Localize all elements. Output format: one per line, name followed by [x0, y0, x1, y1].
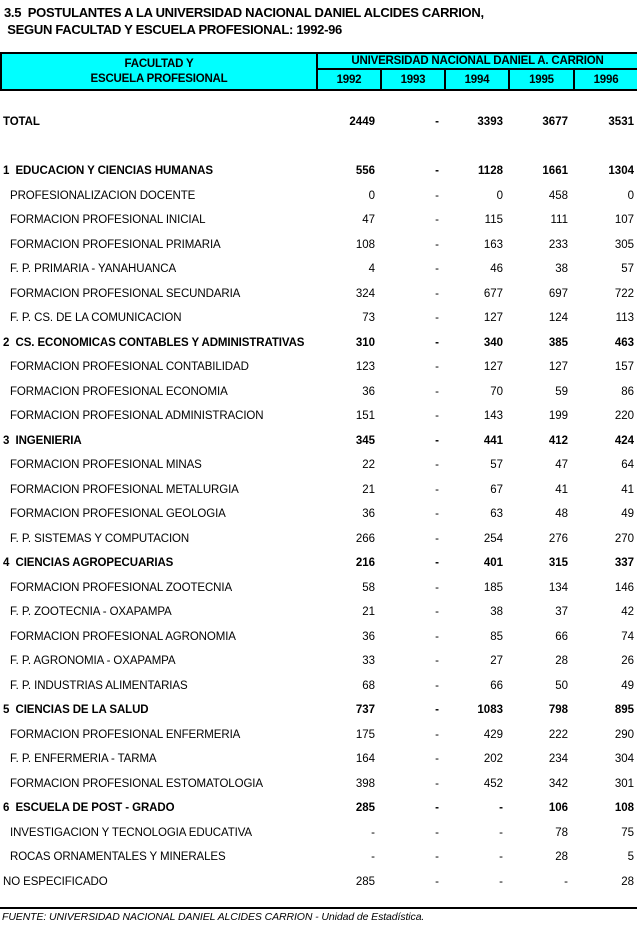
- row-label: NO ESPECIFICADO: [3, 875, 108, 888]
- cell-1994: 115: [484, 214, 503, 227]
- cell-1993: -: [435, 581, 439, 594]
- cell-1994: 143: [483, 410, 503, 423]
- cell-1995: 315: [548, 557, 568, 570]
- cell-1995: 276: [548, 532, 568, 545]
- cell-1996: 301: [614, 777, 634, 790]
- cell-1993: -: [435, 459, 439, 472]
- cell-1993: -: [435, 704, 439, 717]
- table-row: [0, 380, 637, 405]
- cell-1993: -: [435, 189, 439, 202]
- cell-1992: 21: [362, 483, 375, 496]
- row-label: FORMACION PROFESIONAL METALURGIA: [10, 483, 239, 496]
- cell-1994: 57: [490, 459, 503, 472]
- cell-1995: 41: [555, 483, 568, 496]
- cell-1994: 185: [483, 581, 503, 594]
- row-label: FORMACION PROFESIONAL ZOOTECNIA: [10, 581, 233, 594]
- cell-1993: -: [435, 483, 439, 496]
- cell-1994: -: [499, 851, 503, 864]
- table-header: [0, 52, 637, 91]
- cell-1995: 50: [555, 679, 568, 692]
- cell-1996: 337: [614, 557, 634, 570]
- cell-1995: 199: [548, 410, 568, 423]
- table-row: [0, 478, 637, 503]
- cell-1995: 127: [548, 361, 568, 374]
- cell-1996: 26: [621, 655, 634, 668]
- cell-1996: 107: [614, 214, 634, 227]
- table-row: [0, 282, 637, 307]
- cell-1995: 3677: [542, 116, 568, 129]
- cell-1995: 37: [555, 606, 568, 619]
- column-header-facultad-line1: FACULTAD Y: [124, 57, 194, 70]
- cell-1994: 441: [483, 434, 503, 447]
- cell-1994: 27: [490, 655, 503, 668]
- cell-1995: 222: [548, 728, 568, 741]
- cell-1995: 111: [550, 214, 568, 227]
- row-label: FORMACION PROFESIONAL ESTOMATOLOGIA: [10, 777, 263, 790]
- cell-1993: -: [435, 728, 439, 741]
- cell-1996: 5: [627, 851, 634, 864]
- cell-1996: 86: [621, 385, 634, 398]
- cell-1995: 412: [548, 434, 568, 447]
- cell-1995: 234: [548, 753, 568, 766]
- cell-1994: 127: [483, 361, 503, 374]
- cell-1992: 310: [355, 336, 375, 349]
- cell-1992: 345: [355, 434, 375, 447]
- cell-1995: 385: [548, 336, 568, 349]
- cell-1995: 106: [548, 802, 568, 815]
- cell-1994: 70: [490, 385, 503, 398]
- cell-1996: 0: [627, 189, 634, 202]
- cell-1994: -: [499, 802, 503, 815]
- row-label: ROCAS ORNAMENTALES Y MINERALES: [10, 851, 226, 864]
- cell-1993: -: [435, 312, 439, 325]
- table-row: [0, 551, 637, 576]
- cell-1992: 22: [362, 459, 375, 472]
- row-label: 3 INGENIERIA: [3, 434, 82, 447]
- table-row: [0, 747, 637, 772]
- row-label: FORMACION PROFESIONAL ECONOMIA: [10, 385, 228, 398]
- cell-1992: 398: [355, 777, 375, 790]
- table-row: [0, 576, 637, 601]
- cell-1996: 463: [614, 336, 634, 349]
- row-label: FORMACION PROFESIONAL ENFERMERIA: [10, 728, 241, 741]
- row-label: TOTAL: [3, 116, 40, 129]
- cell-1993: -: [435, 336, 439, 349]
- cell-1995: 38: [555, 263, 568, 276]
- cell-1995: 59: [555, 385, 568, 398]
- cell-1994: 401: [483, 557, 503, 570]
- cell-1992: 285: [355, 875, 375, 888]
- row-label: FORMACION PROFESIONAL INICIAL: [10, 214, 206, 227]
- cell-1993: -: [435, 753, 439, 766]
- cell-1994: -: [499, 826, 503, 839]
- table-row: [0, 674, 637, 699]
- cell-1994: 163: [483, 238, 503, 251]
- cell-1994: 340: [483, 336, 503, 349]
- cell-1995: 1661: [542, 165, 568, 178]
- cell-1996: 42: [621, 606, 634, 619]
- cell-1994: 3393: [477, 116, 503, 129]
- row-label: F. P. AGRONOMIA - OXAPAMPA: [10, 655, 176, 668]
- cell-1992: 108: [355, 238, 375, 251]
- cell-1993: -: [435, 826, 439, 839]
- row-label: F. P. CS. DE LA COMUNICACION: [10, 312, 182, 325]
- cell-1995: 78: [555, 826, 568, 839]
- row-label: FORMACION PROFESIONAL AGRONOMIA: [10, 630, 236, 643]
- cell-1996: 28: [621, 875, 634, 888]
- row-label: 1 EDUCACION Y CIENCIAS HUMANAS: [3, 165, 213, 178]
- row-label: FORMACION PROFESIONAL PRIMARIA: [10, 238, 221, 251]
- cell-1995: 47: [555, 459, 568, 472]
- cell-1994: 127: [483, 312, 503, 325]
- cell-1994: 46: [490, 263, 503, 276]
- cell-1996: 3531: [608, 116, 634, 129]
- cell-1996: 49: [621, 679, 634, 692]
- table-row: [0, 355, 637, 380]
- cell-1996: 75: [621, 826, 634, 839]
- cell-1992: 216: [355, 557, 375, 570]
- cell-1992: 21: [362, 606, 375, 619]
- cell-1993: -: [435, 630, 439, 643]
- cell-1996: 722: [614, 287, 634, 300]
- cell-1996: 64: [621, 459, 634, 472]
- cell-1996: 113: [615, 312, 634, 325]
- cell-1992: 151: [355, 410, 375, 423]
- cell-1993: -: [435, 777, 439, 790]
- cell-1996: 220: [614, 410, 634, 423]
- cell-1996: 41: [621, 483, 634, 496]
- cell-1994: 1128: [478, 165, 503, 178]
- cell-1992: 0: [368, 189, 375, 202]
- cell-1992: 58: [362, 581, 375, 594]
- year-header-1992: 1992: [317, 69, 381, 90]
- cell-1995: 798: [548, 704, 568, 717]
- cell-1994: 63: [490, 508, 503, 521]
- table-row: [0, 453, 637, 478]
- cell-1993: -: [435, 361, 439, 374]
- cell-1993: -: [435, 214, 439, 227]
- table-row: [0, 796, 637, 821]
- table-row: [0, 821, 637, 846]
- cell-1993: -: [435, 165, 439, 178]
- table-row: [0, 845, 637, 870]
- row-label: INVESTIGACION Y TECNOLOGIA EDUCATIVA: [10, 826, 253, 839]
- cell-1994: 1083: [477, 704, 503, 717]
- cell-1993: -: [435, 679, 439, 692]
- cell-1993: -: [435, 802, 439, 815]
- row-label: FORMACION PROFESIONAL SECUNDARIA: [10, 287, 241, 300]
- table-row: [0, 698, 637, 723]
- source-note: FUENTE: UNIVERSIDAD NACIONAL DANIEL ALCIDES CARRION - Unidad de Estadística.: [2, 911, 425, 923]
- cell-1995: 458: [548, 189, 568, 202]
- year-header-1994: 1994: [445, 69, 509, 90]
- cell-1996: 1304: [608, 165, 634, 178]
- row-label: FORMACION PROFESIONAL CONTABILIDAD: [10, 361, 249, 374]
- cell-1992: 285: [355, 802, 375, 815]
- cell-1995: 134: [548, 581, 568, 594]
- table-row: [0, 502, 637, 527]
- table-row: [0, 306, 637, 331]
- cell-1992: 36: [362, 630, 375, 643]
- cell-1996: 305: [614, 238, 634, 251]
- table-row: [0, 649, 637, 674]
- table-row: [0, 110, 637, 135]
- cell-1996: 146: [614, 581, 634, 594]
- cell-1994: -: [499, 875, 503, 888]
- cell-1992: 73: [362, 312, 375, 325]
- cell-1994: 66: [490, 679, 503, 692]
- cell-1992: 4: [368, 263, 375, 276]
- cell-1993: -: [435, 263, 439, 276]
- table-row: [0, 527, 637, 552]
- table-row: [0, 723, 637, 748]
- table-row: [0, 184, 637, 209]
- cell-1992: 68: [362, 679, 375, 692]
- cell-1994: 254: [483, 532, 503, 545]
- cell-1994: 38: [490, 606, 503, 619]
- footer-divider-line: [0, 907, 637, 909]
- cell-1996: 108: [614, 802, 634, 815]
- cell-1995: 697: [548, 287, 568, 300]
- cell-1995: -: [564, 875, 568, 888]
- column-header-facultad: [1, 53, 317, 90]
- cell-1993: -: [435, 508, 439, 521]
- table-row: [0, 257, 637, 282]
- cell-1993: -: [435, 385, 439, 398]
- page-title: [4, 4, 484, 38]
- cell-1994: 429: [483, 728, 503, 741]
- row-label: F. P. ZOOTECNIA - OXAPAMPA: [10, 606, 172, 619]
- table-row: [0, 404, 637, 429]
- cell-1995: 342: [548, 777, 568, 790]
- page-title-line1: 3.5 POSTULANTES A LA UNIVERSIDAD NACIONAL DANIEL ALCIDES CARRION,: [4, 5, 484, 20]
- table-row: [0, 208, 637, 233]
- cell-1993: -: [435, 434, 439, 447]
- table-row: [0, 600, 637, 625]
- cell-1993: -: [435, 116, 439, 129]
- cell-1996: 290: [614, 728, 634, 741]
- cell-1992: 164: [355, 753, 375, 766]
- cell-1993: -: [435, 238, 439, 251]
- cell-1994: 85: [490, 630, 503, 643]
- table-row: [0, 159, 637, 184]
- cell-1993: -: [435, 532, 439, 545]
- cell-1996: 270: [614, 532, 634, 545]
- cell-1992: 737: [355, 704, 375, 717]
- cell-1995: 66: [555, 630, 568, 643]
- cell-1995: 233: [548, 238, 568, 251]
- row-label: F. P. PRIMARIA - YANAHUANCA: [10, 263, 177, 276]
- cell-1994: 452: [483, 777, 503, 790]
- cell-1993: -: [435, 606, 439, 619]
- cell-1993: -: [435, 287, 439, 300]
- cell-1996: 304: [614, 753, 634, 766]
- cell-1995: 28: [555, 655, 568, 668]
- cell-1993: -: [435, 410, 439, 423]
- cell-1996: 895: [614, 704, 634, 717]
- cell-1994: 67: [490, 483, 503, 496]
- cell-1995: 124: [548, 312, 568, 325]
- cell-1992: -: [371, 851, 375, 864]
- cell-1993: -: [435, 851, 439, 864]
- table-row: [0, 233, 637, 258]
- cell-1994: 202: [483, 753, 503, 766]
- table-row: [0, 135, 637, 160]
- cell-1992: 266: [355, 532, 375, 545]
- cell-1996: 157: [614, 361, 634, 374]
- cell-1995: 28: [555, 851, 568, 864]
- page-title-line2: SEGUN FACULTAD Y ESCUELA PROFESIONAL: 1992-96: [4, 22, 342, 37]
- table-body: [0, 110, 637, 894]
- table-row: [0, 625, 637, 650]
- cell-1992: 36: [362, 508, 375, 521]
- table-row: [0, 772, 637, 797]
- cell-1996: 424: [614, 434, 634, 447]
- row-label: F. P. INDUSTRIAS ALIMENTARIAS: [10, 679, 188, 692]
- cell-1995: 48: [555, 508, 568, 521]
- row-label: F. P. SISTEMAS Y COMPUTACION: [10, 532, 190, 545]
- row-label: 5 CIENCIAS DE LA SALUD: [3, 704, 149, 717]
- cell-1992: 175: [355, 728, 375, 741]
- row-label: FORMACION PROFESIONAL MINAS: [10, 459, 202, 472]
- column-header-facultad-line2: ESCUELA PROFESIONAL: [90, 72, 228, 85]
- cell-1992: 33: [362, 655, 375, 668]
- cell-1996: 49: [621, 508, 634, 521]
- cell-1992: 324: [355, 287, 375, 300]
- cell-1992: 2449: [349, 116, 375, 129]
- table-row: [0, 429, 637, 454]
- cell-1993: -: [435, 875, 439, 888]
- cell-1993: -: [435, 655, 439, 668]
- row-label: 4 CIENCIAS AGROPECUARIAS: [3, 557, 174, 570]
- row-label: PROFESIONALIZACION DOCENTE: [10, 189, 196, 202]
- cell-1992: 556: [355, 165, 375, 178]
- cell-1992: 36: [362, 385, 375, 398]
- column-header-university-group: UNIVERSIDAD NACIONAL DANIEL A. CARRION: [317, 53, 637, 69]
- cell-1992: 123: [355, 361, 375, 374]
- table-row: [0, 870, 637, 895]
- row-label: F. P. ENFERMERIA - TARMA: [10, 753, 157, 766]
- year-header-1993: 1993: [381, 69, 445, 90]
- row-label: FORMACION PROFESIONAL ADMINISTRACION: [10, 410, 264, 423]
- year-header-1996: 1996: [574, 69, 637, 90]
- cell-1996: 74: [621, 630, 634, 643]
- cell-1992: -: [371, 826, 375, 839]
- cell-1992: 47: [362, 214, 375, 227]
- cell-1994: 677: [483, 287, 503, 300]
- row-label: 2 CS. ECONOMICAS CONTABLES Y ADMINISTRATIVAS: [3, 336, 305, 349]
- table-row: [0, 331, 637, 356]
- year-header-1995: 1995: [509, 69, 574, 90]
- cell-1996: 57: [621, 263, 634, 276]
- row-label: FORMACION PROFESIONAL GEOLOGIA: [10, 508, 226, 521]
- row-label: 6 ESCUELA DE POST - GRADO: [3, 802, 175, 815]
- cell-1993: -: [435, 557, 439, 570]
- cell-1994: 0: [496, 189, 503, 202]
